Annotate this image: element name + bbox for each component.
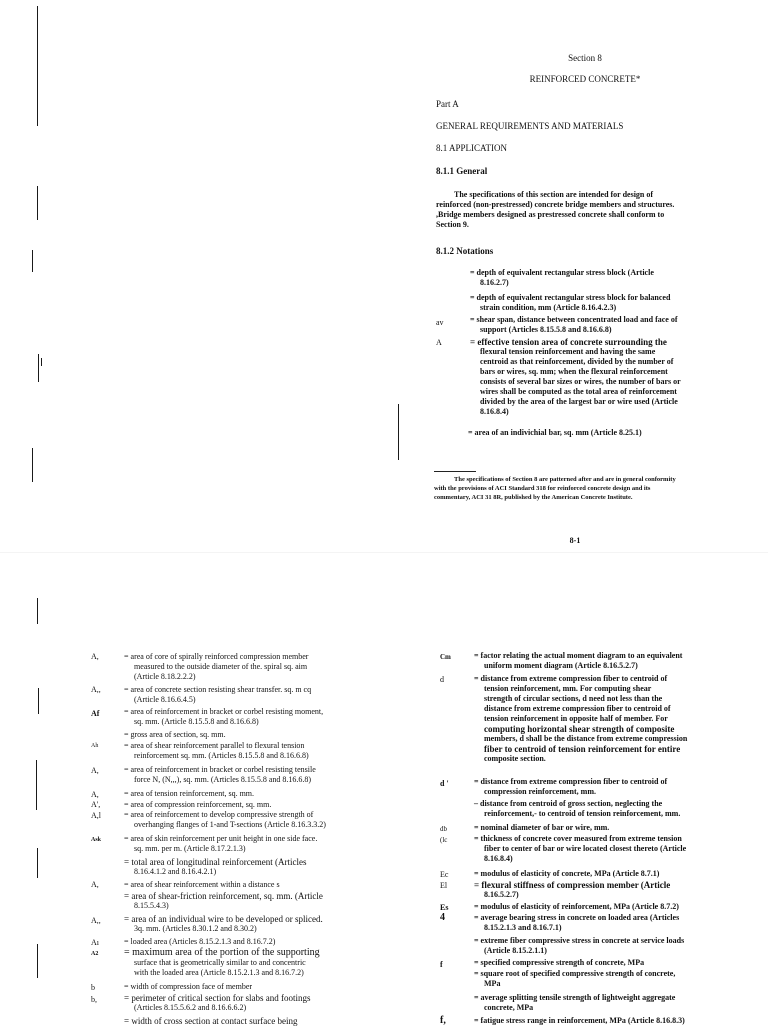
- definition-line: = shear span, distance between concentrated load and face of: [470, 315, 678, 324]
- definition-line: reinforcement,- to centroid of tension reinforcement, mm.: [484, 809, 681, 818]
- definition-line: 8.16.8.4): [484, 854, 513, 863]
- notation-definition: [474, 869, 744, 879]
- notation-definition: [474, 834, 744, 864]
- definition-line: = width of cross section at contact surface being: [124, 1016, 298, 1026]
- notation-definition: [474, 651, 744, 671]
- notation-symbol: b,: [91, 995, 97, 1004]
- definition-line: = area of an individual wire to be developed or spliced.: [124, 914, 323, 924]
- heading-notations: 8.1.2 Notations: [436, 246, 494, 256]
- definition-line: = width of compression face of member: [124, 982, 253, 991]
- definition-line: = distance from extreme compression fiber to centroid of: [474, 777, 668, 786]
- definition-line: = area of concrete section resisting shear transfer. sq. m cq: [124, 685, 312, 694]
- definition-line: = thickness of concrete cover measured from extreme tension: [474, 834, 682, 843]
- notation-definition: [474, 799, 744, 819]
- footnote-line: The specifications of Section 8 are patterned after and are in general conformity: [454, 476, 676, 483]
- definition-line: strength of circular sections, d need not less than the: [484, 694, 663, 703]
- definition-line: = perimeter of critical section for slabs and footings: [124, 993, 311, 1003]
- definition-line: force N, (N,,,), sq. mm. (Articles 8.15.5.8 and 8.16.6.8): [134, 775, 312, 784]
- definition-line: = area of reinforcement to develop compressive strength of: [124, 810, 314, 819]
- definition-line: divided by the area of the largest bar or wire used (Article: [480, 397, 678, 406]
- notation-definition: [474, 902, 744, 912]
- notation-symbol: Ask: [91, 837, 102, 843]
- definition-line: sq. mm. (Article 8.15.5.8 and 8.16.6.8): [134, 717, 259, 726]
- definition-line: = maximum area of the portion of the supporting: [124, 947, 320, 958]
- definition-line: = average splitting tensile strength of lightweight aggregate: [474, 993, 676, 1002]
- notation-symbol: Cm: [440, 653, 451, 661]
- notation-symbol: 4: [440, 912, 445, 923]
- definition-line: consists of several bar sizes or wires, the number of bars or: [480, 377, 681, 386]
- definition-line: support (Articles 8.15.5.8 and 8.16.6.8): [480, 325, 612, 334]
- definition-line: = average bearing stress in concrete on loaded area (Articles: [474, 913, 680, 922]
- notation-definition: [474, 969, 744, 989]
- notation-symbol: A,,: [91, 916, 101, 925]
- notation-definition: [474, 993, 744, 1013]
- definition-line: members, d shall be the distance from extreme compression: [484, 734, 688, 743]
- definition-line: surface that is geometrically similar to and concentric: [134, 958, 306, 967]
- definition-line: = area of tension reinforcement, sq. mm.: [124, 789, 255, 798]
- definition-line: = factor relating the actual moment diagram to an equivalent: [474, 651, 683, 660]
- definition-line: compression reinforcement, mm.: [484, 787, 596, 796]
- notation-definition: [474, 913, 744, 933]
- definition-line: tension reinforcement, mm. For computing shear: [484, 684, 652, 693]
- definition-line: = area of shear reinforcement within a distance s: [124, 880, 280, 889]
- definition-line: = gross area of section, sq. mm.: [124, 730, 226, 739]
- paragraph-line: Section 9.: [436, 220, 469, 229]
- heading-application: 8.1 APPLICATION: [436, 143, 508, 153]
- notation-symbol: Es: [440, 903, 449, 912]
- definition-line: MPa: [484, 979, 501, 988]
- definition-line: = area of reinforcement in bracket or corbel resisting moment,: [124, 707, 324, 716]
- notation-symbol: A,: [91, 790, 99, 799]
- notation-symbol: d ': [440, 779, 449, 788]
- paragraph-line: ,Bridge members designed as prestressed concrete shall conform to: [436, 210, 665, 219]
- heading-general: 8.1.1 General: [436, 166, 488, 176]
- definition-line: = area of compression reinforcement, sq. mm.: [124, 800, 272, 809]
- notation-symbol: Ec: [440, 870, 449, 879]
- notation-symbol: A: [436, 338, 442, 347]
- definition-line: 8.16.4.1.2 and 8.16.4.2.1): [134, 867, 217, 876]
- section-title: Section 8: [568, 53, 602, 63]
- notation-definition: [474, 936, 744, 956]
- page-number: 8-1: [569, 536, 581, 545]
- definition-line: 8.16.2.7): [480, 278, 509, 287]
- notation-definition: [474, 777, 744, 797]
- definition-line: overhanging flanges of 1-and T-sections (Article 8.16.3.3.2): [134, 820, 326, 829]
- notation-symbol: Ah: [91, 743, 99, 749]
- definition-line: = modulus of elasticity of concrete, MPa (Article 8.7.1): [474, 869, 660, 878]
- paragraph-line: reinforced (non-prestressed) concrete bridge members and structures.: [436, 200, 675, 209]
- definition-line: = loaded area (Articles 8.15.2.1.3 and 8.16.7.2): [124, 937, 276, 946]
- definition-line: = area of skin reinforcement per unit height in one side face.: [124, 834, 318, 843]
- definition-line: concrete, MPa: [484, 1003, 534, 1012]
- notation-symbol: A,,: [91, 685, 101, 694]
- definition-line: = area of core of spirally reinforced compression member: [124, 652, 309, 661]
- notation-symbol: A,: [91, 652, 99, 661]
- definition-line: = area of reinforcement in bracket or corbel resisting tensile: [124, 765, 316, 774]
- footnote-line: commentary, ACI 31 8R, published by the American Concrete Institute.: [434, 494, 633, 501]
- definition-line: (Article 8.18.2.2.2): [134, 672, 196, 681]
- notation-symbol: f: [440, 960, 443, 969]
- part-label: Part A: [436, 99, 459, 109]
- notation-symbol: d: [440, 675, 444, 684]
- definition-line: = area of an indivichial bar, sq. mm (Article 8.25.1): [468, 428, 642, 437]
- definition-line: composite section.: [484, 754, 546, 763]
- part-title: GENERAL REQUIREMENTS AND MATERIALS: [436, 121, 624, 131]
- definition-line: (Article 8.16.6.4.5): [134, 695, 196, 704]
- definition-line: = square root of specified compressive strength of concrete,: [474, 969, 676, 978]
- definition-line: fiber to center of bar or wire located closest thereto (Article: [484, 844, 687, 853]
- paragraph-line: The specifications of this section are intended for design of: [454, 190, 654, 199]
- definition-line: = area of shear reinforcement parallel to flexural tension: [124, 741, 305, 750]
- definition-line: 8.15.5.4.3): [134, 901, 169, 910]
- definition-line: = depth of equivalent rectangular stress block for balanced: [470, 293, 671, 302]
- notation-symbol: A,l: [91, 811, 101, 820]
- definition-line: with the loaded area (Article 8.15.2.1.3 and 8.16.7.2): [134, 968, 304, 977]
- definition-line: flexural tension reinforcement and having the same: [480, 347, 656, 356]
- notation-symbol: Aı: [91, 938, 99, 947]
- definition-line: 8.16.5.2.7): [484, 890, 519, 899]
- definition-line: = depth of equivalent rectangular stress block (Article: [470, 268, 654, 277]
- notation-symbol: av: [436, 318, 444, 327]
- notation-definition: [474, 958, 744, 968]
- definition-line: centroid as that reinforcement, divided by the number of: [480, 357, 674, 366]
- notation-symbol: b: [91, 983, 95, 992]
- definition-line: (Articles 8.15.5.6.2 and 8.16.6.6.2): [134, 1003, 247, 1012]
- definition-line: = flexural stiffness of compression member (Article: [474, 880, 671, 890]
- notation-symbol: A,: [91, 880, 99, 889]
- definition-line: = total area of longitudinal reinforcement (Articles: [124, 857, 307, 867]
- definition-line: wires shall be computed as the total area of reinforcement: [480, 387, 677, 396]
- definition-line: bars or wires, sq. mm; when the flexural reinforcement: [480, 367, 668, 376]
- notation-definition: [474, 1016, 744, 1026]
- definition-line: = area of shear-friction reinforcement, sq. mm. (Article: [124, 891, 323, 901]
- definition-line: uniform moment diagram (Article 8.16.5.2.7): [484, 661, 638, 670]
- definition-line: strain condition, mm (Article 8.16.4.2.3): [480, 303, 617, 312]
- definition-line: measured to the outside diameter of the. spiral sq. aim: [134, 662, 308, 671]
- notation-symbol: Af: [91, 709, 100, 718]
- definition-line: (Article 8.15.2.1.1): [484, 946, 547, 955]
- definition-line: distance from extreme compression fiber to centroid of: [484, 704, 671, 713]
- definition-line: 3q. mm. (Articles 8.30.1.2 and 8.30.2): [134, 924, 257, 933]
- section-subtitle: REINFORCED CONCRETE*: [529, 74, 641, 84]
- notation-symbol: f,: [440, 1015, 446, 1026]
- definition-line: = fatigue stress range in reinforcement, MPa (Article 8.16.8.3): [474, 1016, 685, 1025]
- footnote-line: with the provisions of ACI Standard 318 for reinforced concrete design and its: [434, 485, 651, 492]
- notation-definition: [474, 674, 744, 764]
- definition-line: – distance from centroid of gross section, neglecting the: [474, 799, 663, 808]
- definition-line: = specified compressive strength of concrete, MPa: [474, 958, 645, 967]
- definition-line: = extreme fiber compressive stress in concrete at service loads: [474, 936, 685, 945]
- definition-line: = effective tension area of concrete surrounding the: [470, 337, 667, 347]
- notation-definition: [474, 880, 744, 900]
- notation-definition: [474, 823, 744, 833]
- definition-line: 8.15.2.1.3 and 8.16.7.1): [484, 923, 562, 932]
- notation-symbol: db: [440, 825, 447, 833]
- definition-line: computing horizontal shear strength of composite: [484, 724, 675, 734]
- notation-symbol: A,: [91, 766, 99, 775]
- definition-line: tension reinforcement in opposite half of member. For: [484, 714, 668, 723]
- definition-line: 8.16.8.4): [480, 407, 509, 416]
- definition-line: = modulus of elasticity of reinforcement, MPa (Article 8.7.2): [474, 902, 679, 911]
- notation-symbol: (lc: [440, 836, 448, 844]
- definition-line: = nominal diameter of bar or wire, mm.: [474, 823, 610, 832]
- definition-line: reinforcement sq. mm. (Articles 8.15.5.8 and 8.16.6.8): [134, 751, 309, 760]
- definition-line: fiber to centroid of tension reinforcement for entire: [484, 744, 681, 754]
- definition-line: = distance from extreme compression fiber to centroid of: [474, 674, 668, 683]
- notation-symbol: A2: [91, 951, 99, 957]
- notation-symbol: A',: [91, 800, 101, 809]
- notation-symbol: El: [440, 881, 448, 890]
- definition-line: sq. mm. per m. (Article 8.17.2.1.3): [134, 844, 246, 853]
